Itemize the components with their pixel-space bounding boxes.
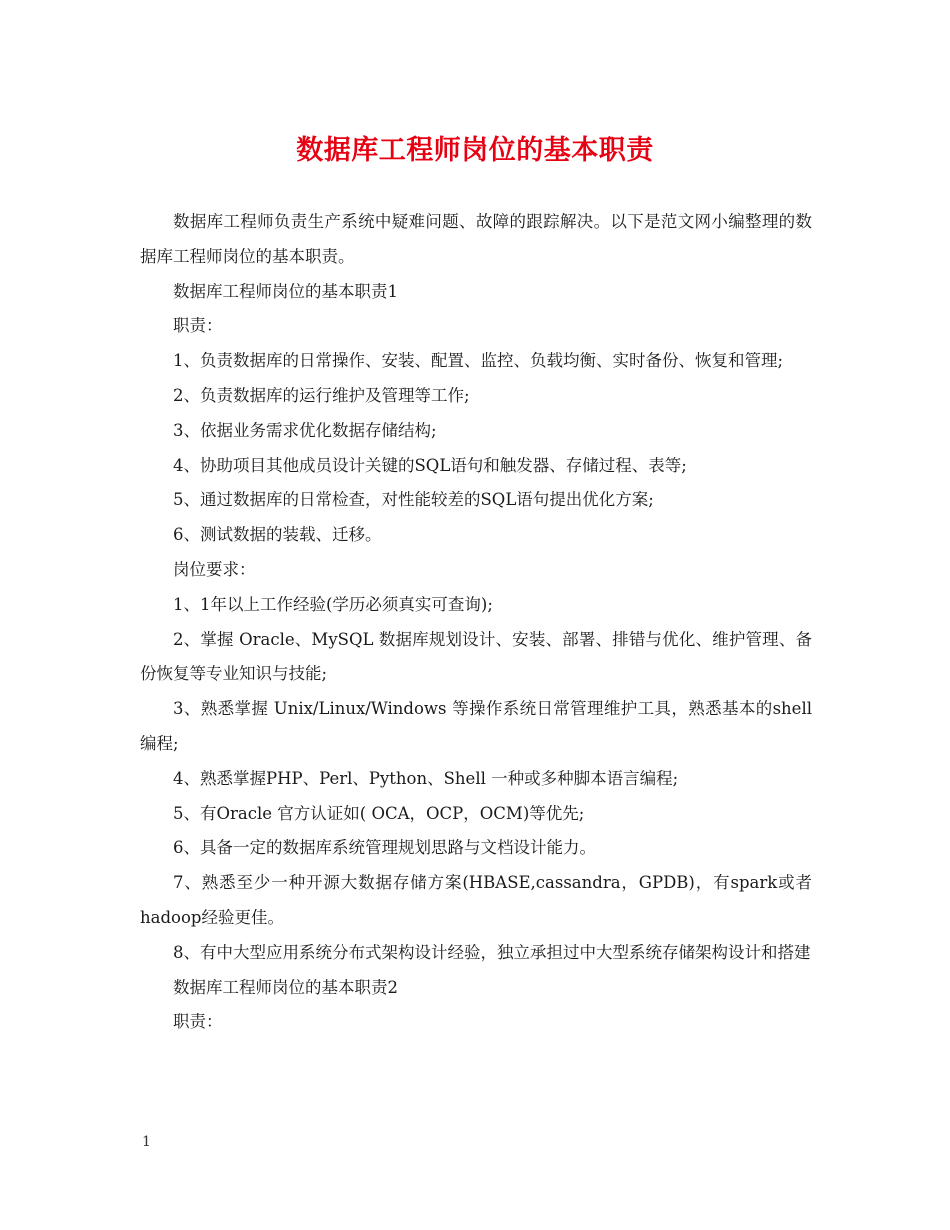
requirement-item-6: 6、具备一定的数据库系统管理规划思路与文档设计能力。 bbox=[173, 838, 596, 858]
document-body bbox=[140, 205, 812, 1040]
page-number: 1 bbox=[142, 1134, 151, 1150]
section-heading-1: 数据库工程师岗位的基本职责1 bbox=[173, 281, 398, 301]
duty-item-6: 6、测试数据的装载、迁移。 bbox=[173, 525, 382, 545]
duties-label: 职责： bbox=[173, 316, 223, 336]
section-heading-2: 数据库工程师岗位的基本职责2 bbox=[173, 977, 398, 997]
requirement-item-7: 7、熟悉至少一种开源大数据存储方案(HBASE,cassandra，GPDB)，有spark或者hadoop经验更佳。 bbox=[140, 873, 812, 927]
duty-item-4: 4、协助项目其他成员设计关键的SQL语句和触发器、存储过程、表等; bbox=[173, 455, 687, 475]
duty-item-5: 5、通过数据库的日常检查，对性能较差的SQL语句提出优化方案; bbox=[173, 490, 654, 510]
requirement-item-8: 8、有中大型应用系统分布式架构设计经验，独立承担过中大型系统存储架构设计和搭建 bbox=[173, 942, 811, 962]
requirements-label: 岗位要求： bbox=[173, 559, 256, 579]
duty-item-2: 2、负责数据库的运行维护及管理等工作; bbox=[173, 385, 470, 405]
requirement-item-1: 1、1年以上工作经验(学历必须真实可查询); bbox=[173, 594, 493, 614]
requirement-item-2: 2、掌握 Oracle、MySQL 数据库规划设计、安装、部署、排错与优化、维护管理、备份恢复等专业知识与技能; bbox=[140, 629, 812, 684]
requirement-item-4: 4、熟悉掌握PHP、Perl、Python、Shell 一种或多种脚本语言编程; bbox=[173, 768, 679, 788]
requirement-item-5: 5、有Oracle 官方认证如( OCA，OCP，OCM)等优先; bbox=[173, 803, 585, 823]
page-title: 数据库工程师岗位的基本职责 bbox=[296, 135, 654, 166]
requirement-item-3: 3、熟悉掌握 Unix/Linux/Windows 等操作系统日常管理维护工具，熟悉基本的shell 编程; bbox=[140, 699, 812, 753]
duties-label-2: 职责： bbox=[173, 1012, 223, 1032]
duty-item-1: 1、负责数据库的日常操作、安装、配置、监控、负载均衡、实时备份、恢复和管理; bbox=[173, 351, 784, 371]
intro-paragraph: 数据库工程师负责生产系统中疑难问题、故障的跟踪解决。以下是范文网小编整理的数据库工程师岗位的基本职责。 bbox=[140, 212, 812, 266]
duty-item-3: 3、依据业务需求优化数据存储结构; bbox=[173, 420, 437, 440]
